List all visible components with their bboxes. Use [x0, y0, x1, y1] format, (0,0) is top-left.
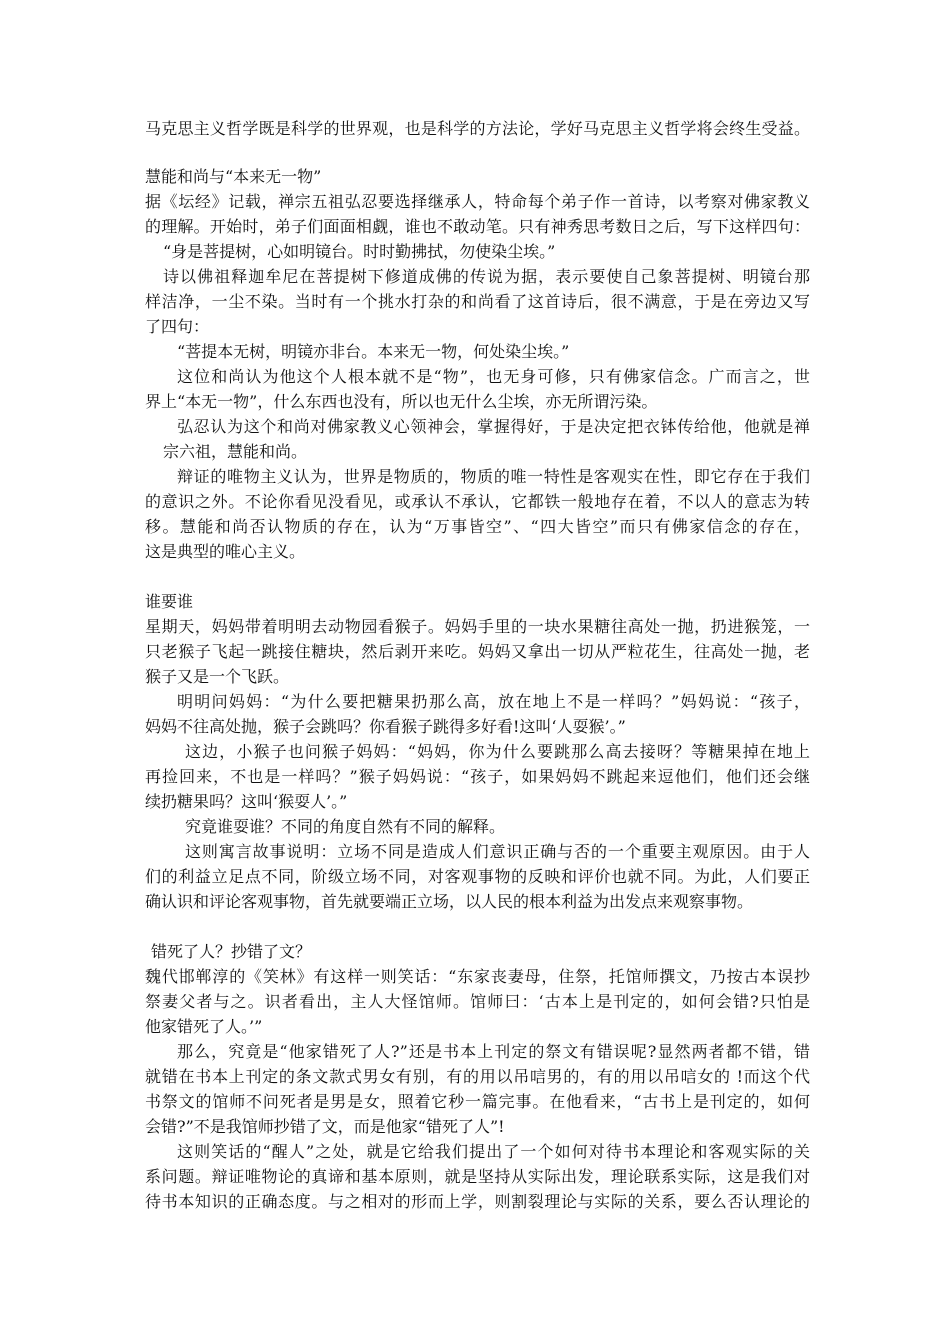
text-line: 只老猴子飞起一跳接住糖块，然后剥开来吃。妈妈又拿出一切从严粒花生，往高处一抛，老 [145, 642, 810, 661]
text-line: 弘忍认为这个和尚对佛家教义心领神会，掌握得好，于是决定把衣钵传给他，他就是禅 [177, 417, 810, 436]
text-line: 这是典型的唯心主义。 [145, 542, 306, 561]
text-line: 待书本知识的正确态度。与之相对的形而上学，则割裂理论与实际的关系，要么否认理论的 [145, 1192, 810, 1211]
text-line: 就错在书本上刊定的条文款式男女有别，有的用以吊唁男的，有的用以吊唁女的 !而这个代 [145, 1067, 810, 1086]
text-line: 魏代邯郸淳的《笑林》有这样一则笑话：“东家丧妻母，住祭，托馆师撰文，乃按古本误抄 [145, 967, 810, 986]
text-line: 会错?”不是我馆师抄错了文，而是他家“错死了人”! [145, 1117, 505, 1136]
text-line: 界上“本无一物”，什么东西也没有，所以也无什么尘埃，亦无所谓污染。 [145, 392, 658, 411]
text-line: 究竟谁耍谁？不同的角度自然有不同的解释。 [185, 817, 506, 836]
text-line: 系问题。辩证唯物论的真谛和基本原则，就是坚持从实际出发，理论联系实际，这是我们对 [145, 1167, 810, 1186]
text-line: 这边，小猴子也问猴子妈妈：“妈妈，你为什么要跳那么高去接呀？等糖果掉在地上 [185, 742, 810, 761]
section-heading: 慧能和尚与“本来无一物” [145, 167, 322, 186]
text-line: 的意识之外。不论你看见没看见，或承认不承认，它都铁一般地存在着，不以人的意志为转 [145, 492, 810, 511]
section-heading: 谁要谁 [145, 592, 194, 611]
text-line: 样洁净，一尘不染。当时有一个挑水打杂的和尚看了这首诗后，很不满意，于是在旁边又写 [145, 292, 810, 311]
text-line: 的理解。开始时，弟子们面面相觑，谁也不敢动笔。只有神秀思考数日之后，写下这样四句： [145, 217, 810, 236]
text-line: 据《坛经》记载，禅宗五祖弘忍要选择继承人，特命每个弟子作一首诗，以考察对佛家教义 [145, 192, 810, 211]
quote-line: “菩提本无树，明镜亦非台。本来无一物，何处染尘埃。” [177, 342, 570, 361]
text-line: 马克思主义哲学既是科学的世界观，也是科学的方法论，学好马克思主义哲学将会终生受益。 [145, 119, 810, 138]
text-line: 们的利益立足点不同，阶级立场不同，对客观事物的反映和评价也就不同。为此，人们要正 [145, 867, 810, 886]
text-line: 再捡回来，不也是一样吗？”猴子妈妈说：“孩子，如果妈妈不跳起来逗他们，他们还会继 [145, 767, 810, 786]
section-heading: 错死了人？抄错了文？ [151, 942, 312, 961]
text-line: 他家错死了人。’” [145, 1017, 263, 1036]
text-line: 这则寓言故事说明：立场不同是造成人们意识正确与否的一个重要主观原因。由于人 [185, 842, 810, 861]
text-line: 书祭文的馆师不问死者是男是女，照着它秒一篇完事。在他看来，“古书上是刊定的，如何 [145, 1092, 810, 1111]
text-line: 辩证的唯物主义认为，世界是物质的，物质的唯一特性是客观实在性，即它存在于我们 [177, 467, 810, 486]
text-line: 这则笑话的“醒人”之处，就是它给我们提出了一个如何对待书本理论和客观实际的关 [177, 1142, 810, 1161]
text-line: 妈妈不往高处抛，猴子会跳吗？你看猴子跳得多好看!这叫‘人耍猴’。” [145, 717, 626, 736]
text-line: 猴子又是一个飞跃。 [145, 667, 290, 686]
text-line: 祭妻父者与之。识者看出，主人大怪馆师。馆师曰：‘古本上是刊定的，如何会错?只怕是 [145, 992, 810, 1011]
text-line: 移。慧能和尚否认物质的存在，认为“万事皆空”、“四大皆空”而只有佛家信念的存在， [145, 517, 810, 536]
text-line: 续扔糖果吗？这叫‘猴耍人’。” [145, 792, 348, 811]
quote-line: “身是菩提树，心如明镜台。时时勤拂拭，勿使染尘埃。” [163, 242, 556, 261]
text-line: 宗六祖，慧能和尚。 [163, 442, 308, 461]
text-line: 这位和尚认为他这个人根本就不是“物”，也无身可修，只有佛家信念。广而言之，世 [177, 367, 810, 386]
text-line: 那么，究竟是“他家错死了人?”还是书本上刊定的祭文有错误呢?显然两者都不错，错 [177, 1042, 810, 1061]
text-line: 明明问妈妈：“为什么要把糖果扔那么高，放在地上不是一样吗？”妈妈说：“孩子， [177, 692, 810, 711]
text-line: 了四句： [145, 317, 210, 336]
text-line: 星期天，妈妈带着明明去动物园看猴子。妈妈手里的一块水果糖往高处一抛，扔进猴笼，一 [145, 617, 810, 636]
text-line: 确认识和评论客观事物，首先就要端正立场，以人民的根本利益为出发点来观察事物。 [145, 892, 754, 911]
text-line: 诗以佛祖释迦牟尼在菩提树下修道成佛的传说为据，表示要使自己象菩提树、明镜台那 [163, 267, 810, 286]
